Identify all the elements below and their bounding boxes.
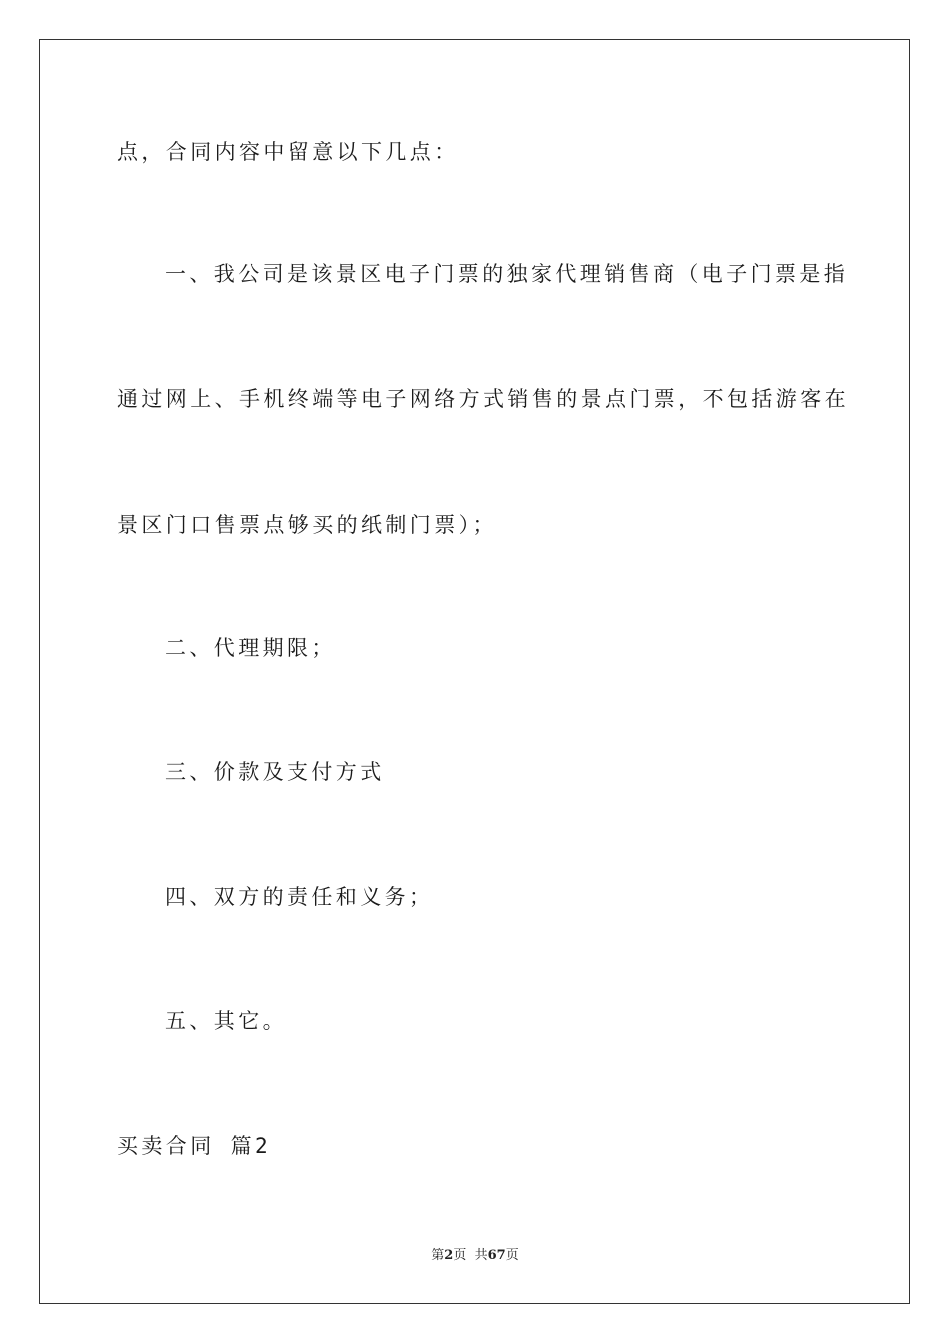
footer-page-number: 2 (444, 1248, 454, 1263)
paragraph-continuation: 点，合同内容中留意以下几点： (117, 140, 459, 164)
page-border (39, 39, 910, 1304)
footer-mid: 页 共 (453, 1248, 488, 1263)
page-footer (0, 1246, 950, 1266)
clause-three: 三、价款及支付方式 (165, 760, 385, 784)
clause-two: 二、代理期限； (165, 636, 336, 660)
footer-total-pages: 67 (487, 1248, 506, 1263)
footer-suffix: 页 (505, 1248, 519, 1263)
clause-four: 四、双方的责任和义务； (165, 885, 434, 909)
clause-five: 五、其它。 (165, 1009, 287, 1033)
clause-one-line-3: 景区门口售票点够买的纸制门票）； (117, 513, 497, 537)
clause-one-line-1: 一、我公司是该景区电子门票的独家代理销售商（电子门票是指 (165, 262, 849, 286)
section-heading: 买卖合同 篇2 (117, 1134, 272, 1158)
clause-one-line-2: 通过网上、手机终端等电子网络方式销售的景点门票，不包括游客在 (117, 387, 849, 411)
footer-prefix: 第 (431, 1248, 445, 1263)
